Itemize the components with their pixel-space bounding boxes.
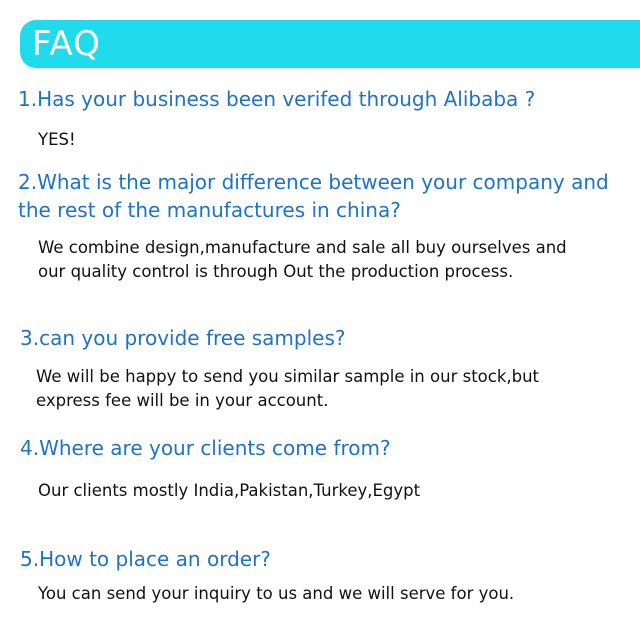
faq-question-2: 2.What is the major difference between your company and the rest of the manufactures in china? — [18, 170, 609, 222]
faq-answer-2: We combine design,manufacture and sale all buy ourselves and our quality control is through Out the production process. — [38, 238, 567, 281]
faq-question-3: 3.can you provide free samples? — [20, 326, 346, 350]
faq-answer-5: You can send your inquiry to us and we will serve for you. — [38, 584, 515, 603]
faq-question-4: 4.Where are your clients come from? — [20, 436, 391, 460]
faq-question-1: 1.Has your business been verifed through Alibaba ? — [18, 87, 536, 111]
page-title: FAQ — [32, 24, 101, 64]
faq-answer-4: Our clients mostly India,Pakistan,Turkey,Egypt — [38, 481, 421, 500]
faq-banner — [20, 20, 640, 68]
faq-question-5: 5.How to place an order? — [20, 547, 271, 571]
faq-answer-1: YES! — [38, 130, 76, 149]
faq-answer-3: We will be happy to send you similar sample in our stock,but express fee will be in your account. — [36, 367, 540, 410]
